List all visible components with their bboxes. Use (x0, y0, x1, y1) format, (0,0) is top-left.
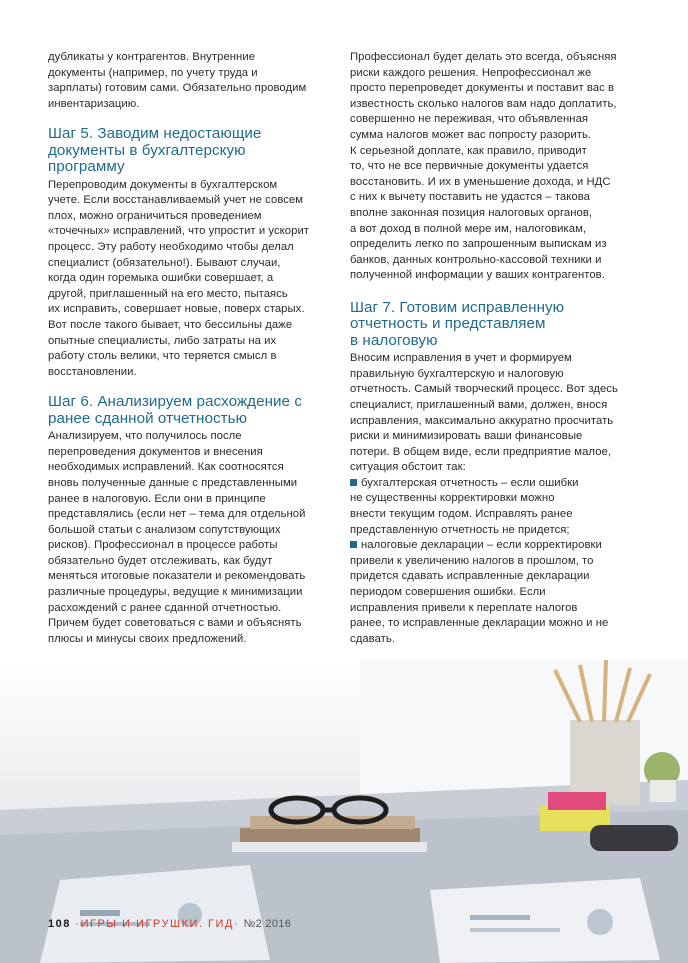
text-line: сдавать. (350, 632, 396, 645)
step5-body (48, 178, 338, 381)
text-line: восстановить. И их в уменьшение дохода, и НДС (350, 175, 611, 188)
text-line: вполне законная позиция налоговых органов, (350, 206, 593, 219)
text-line: бухгалтерская отчетность – если ошибки (361, 476, 579, 489)
text-line: а вот доход в полной мере им, налоговикам, (350, 222, 587, 235)
heading-line: Шаг 5. Заводим недостающие (48, 125, 262, 143)
text-line: когда один горемыка ошибки совершает, а (48, 272, 274, 285)
text-line: риски каждого решения. Непрофессионал же (350, 66, 592, 79)
text-line: ранее, то исправленные декларации можно и не (350, 617, 609, 630)
text-line: обязательно будет отслеживать, как будут (48, 554, 273, 567)
step7-heading (350, 300, 646, 349)
text-line: Профессионал будет делать это всегда, объясняя (350, 51, 617, 63)
text-line: большой статьи с анализом сопутствующих (48, 523, 281, 536)
text-line: известность сколько налогов вам надо доплатить, (350, 97, 617, 110)
text-line: не существенны корректировки можно (350, 492, 555, 505)
text-line: сумма налогов может вас попросту разорить. (350, 128, 592, 141)
heading-line: документы в бухгалтерскую (48, 141, 246, 159)
stapler (590, 825, 678, 851)
sticky-pink (548, 792, 606, 810)
text-line: учете. Если восстанавливаемый учет не совсем (48, 194, 304, 207)
heading-line: программу (48, 158, 125, 176)
step6-heading (48, 394, 338, 427)
paper-sheet-1 (40, 865, 270, 963)
step7-body (350, 351, 646, 476)
magazine-name: ИГРЫ И ИГРУШКИ. ГИД (80, 918, 234, 930)
heading-line: Шаг 7. Готовим исправленную (350, 298, 565, 316)
step6-body (48, 429, 338, 647)
text-line: инвентаризацию. (48, 97, 140, 110)
text-line: определить легко по запрошенным выпискам из (350, 238, 607, 251)
text-line: зарплаты) готовим сами. Обязательно проводим (48, 82, 307, 95)
text-line: Перепроводим документы в бухгалтерском (48, 178, 278, 191)
text-line: с них к вычету поставить не удастся – такова (350, 191, 590, 204)
text-line: исправления привели к переплате налогов (350, 601, 578, 614)
text-line: то, что не все первичные документы удается (350, 160, 589, 173)
text-line: ранее в налоговую. Если они в принципе (48, 492, 266, 505)
text-line: риски и минимизировать ваши финансовые (350, 430, 583, 443)
text-line: работу столь велики, что теряется смысл в (48, 350, 277, 363)
bullet-item-tax (350, 538, 646, 647)
page-footer (48, 918, 291, 930)
text-line: потери. В общем виде, если предприятие малое, (350, 445, 612, 458)
text-line: меняться итоговые показатели и рекомендовать (48, 570, 306, 583)
text-line: отчетность. Самый творческий процесс. Вот здесь (350, 383, 618, 396)
text-line: необходимых исправлений. Как соотносятся (48, 461, 284, 474)
text-line: исправления, максимально аккуратно просчитать (350, 414, 614, 427)
bullet-item-accounting (350, 476, 646, 538)
text-line: налоговые декларации – если корректировки (361, 539, 602, 552)
left-intro (48, 50, 338, 112)
text-line: Анализируем, что получилось после (48, 430, 242, 443)
text-line: просто перепроведет документы и поставит вас в (350, 82, 615, 95)
text-line: представленную отчетность не придется; (350, 523, 570, 536)
text-line: Вносим исправления в учет и формируем (350, 352, 572, 365)
right-intro (350, 50, 646, 284)
text-line: К серьезной доплате, как правило, приводит (350, 144, 587, 157)
text-line: специалист, приглашенный вами, должен, внося (350, 398, 608, 411)
text-line: правильную бухгалтерскую и налоговую (350, 367, 564, 380)
text-line: процесс. Эту работу необходимо чтобы делал (48, 240, 294, 253)
text-line: расхождений с ранее сданной отчетностью. (48, 601, 282, 614)
text-line: «точечных» исправлений, что упростит и ускорит (48, 225, 310, 238)
text-line: плох, можно ограничиться проведением (48, 209, 262, 222)
text-line: придется сдавать исправленные декларации (350, 570, 590, 583)
text-line: представлялись (если нет – тема для отдельной (48, 508, 306, 521)
text-line: банков, данных контрольно-кассовой техники и (350, 253, 602, 266)
text-line: различные процедуры, ведущие к минимизации (48, 586, 303, 599)
page-number: 108 (48, 918, 71, 930)
step5-heading (48, 126, 338, 175)
text-line: внести текущим годом. Исправлять ранее (350, 508, 573, 521)
text-line: Причем будет советоваться с вами и объяснять (48, 617, 302, 630)
heading-line: ранее сданной отчетностью (48, 409, 248, 427)
issue-number: №2 2016 (243, 918, 292, 930)
heading-line: отчетность и представляем (350, 315, 546, 333)
text-line: Вот после такого бывает, что бессильны даже (48, 318, 293, 331)
heading-line: Шаг 6. Анализируем расхождение с (48, 393, 302, 411)
text-line: дубликаты у контрагентов. Внутренние (48, 51, 256, 63)
text-line: их исправить, совершает новые, поверх старых. (48, 303, 305, 316)
square-bullet-icon (350, 479, 357, 486)
text-line: специалист (обязательно!). Бывают случаи, (48, 256, 281, 269)
text-line: опытные специалисты, либо затраты на их (48, 334, 277, 347)
text-line: документы (например, по учету труда и (48, 66, 258, 79)
bullet-first-line (350, 476, 646, 492)
text-line: плюсы и минусы своих предложений. (48, 632, 247, 645)
right-column (350, 50, 646, 647)
square-bullet-icon (350, 541, 357, 548)
heading-line: в налоговую (350, 331, 438, 349)
paper-sheet-2 (430, 878, 660, 963)
text-line: восстановлении. (48, 365, 137, 378)
text-line: рисков). Профессионал в процессе работы (48, 539, 278, 552)
text-line: другой, приглашенный на его место, пытаясь (48, 287, 288, 300)
text-line: ситуация обстоит так: (350, 461, 466, 474)
text-line: перепроведения документов и внесения (48, 445, 263, 458)
book-3 (232, 842, 427, 852)
text-line: полученной информации у ваших контрагентов. (350, 269, 605, 282)
text-line: периодом совершения ошибки. Если (350, 586, 546, 599)
plant-pot (650, 780, 676, 802)
text-line: совершенно не переживая, что объявленная (350, 113, 589, 126)
book-1 (240, 828, 420, 842)
bullet-first-line (350, 538, 646, 554)
text-line: вновь полученные данные с представленными (48, 476, 298, 489)
magazine-title: ·ИГРЫ И ИГРУШКИ. ГИД· (75, 918, 239, 930)
left-column (48, 50, 338, 647)
text-line: привели к увеличению налогов в прошлом, то (350, 554, 594, 567)
